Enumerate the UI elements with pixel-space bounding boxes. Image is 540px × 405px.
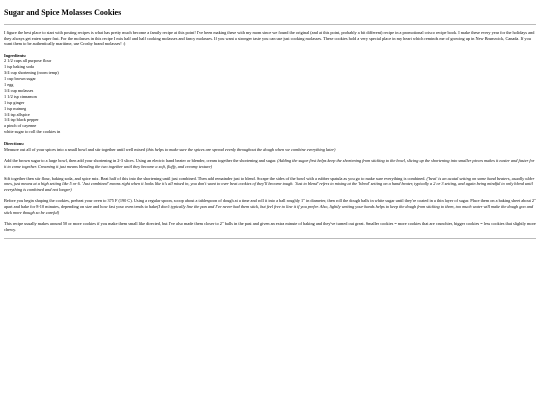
step-note: (Adding the sugar first helps keep the shortening from sticking to the bowl, slicing up the shortening into smaller pieces makes it easier and faster for it to come together. Creaming it just means blending the two together until they become a soft, fluffy, and creamy texture)	[4, 158, 535, 169]
step-text: Add the brown sugar to a large bowl, then add your shortening in 2-3 slices. Using an electric hand beater or blender, cream together the shortening and sugar.	[4, 158, 278, 164]
step-text: Sift together then stir flour, baking soda, and spice mix. Beat half of this into the shortening until just combined. Then add remainder just to blend. Scrape the sides of the bowl with a rubber spatula as you go to make sure everything is combined.	[4, 175, 427, 181]
intro-paragraph: I figure the best place to start with posting recipes is what has pretty much become a family recipe at this point! I've been making these with my mom since we found the original (and at this point, probably a bit different) recipe in a promotional crisco recipe book. I make these every year for the holidays and they always get eaten super fast. For the molasses in this recipe I mix half and half cooking molasses and fancy molasses. If you want a stronger taste you can use just cooking molasses. These cookies hold a very special place in my heart which reminds me of growing up in New Brunswick, Canada. If you want them to be authentically maritime, use Crosby brand molasses! :)	[4, 30, 535, 47]
ingredients-heading: Ingredients:	[4, 52, 27, 58]
ingredient-item: a pinch of cayenne	[4, 123, 37, 129]
ingredient-item: 1/4 cup molasses	[4, 87, 34, 93]
recipe-title: Sugar and Spice Molasses Cookies	[4, 8, 122, 17]
direction-step-4	[4, 198, 536, 215]
ingredients-list	[4, 58, 536, 135]
step-text: Measure out all of your spices into a small bowl and stir together until well mixed	[4, 146, 147, 152]
step-note: (this helps to make sure the spices are spread evenly throughout the dough when we combine everything later)	[146, 146, 336, 152]
ingredient-item: 1/4 tsp allspice	[4, 111, 30, 117]
ingredient-item: 2 1/2 cups all purpose flour	[4, 58, 52, 64]
direction-step-3	[4, 176, 536, 193]
ingredient-item: 1 tsp ginger	[4, 99, 25, 105]
step-note: (I don't typically line the pan and I've never had them stick, but feel free to line it if you prefer. Also, lightly wetting your hands helps to keep the dough from sticking to them, too much water will make the dough goo and stick more though so be careful)	[4, 203, 534, 215]
ingredient-item: 1 egg	[4, 82, 14, 87]
end-divider	[4, 238, 536, 239]
title-divider	[4, 24, 536, 25]
ingredient-item: white sugar to roll the cookies in	[4, 129, 61, 135]
step-note: ('beat' is an acutal setting on some hand beaters, usually older ones, just means at a high setting like 5 or 6. 'Just combined' means right when it looks like it's all mixed in, you don't want to over beat cookies of they'll become tough. 'Just to blend' refers to mixing at the 'blend' setting on a hand beater, typically a 2 or 3 setting, and again being mindful to only blend until everything is combined and not longer)	[4, 175, 535, 192]
direction-step-2	[4, 158, 536, 169]
direction-step-1	[4, 147, 536, 153]
ingredient-item: 1 tsp baking soda	[4, 64, 34, 70]
step-text: This recipe usually makes around 50 or more cookies if you make them small like directed, but I've also made them closer to 2" balls in the past and given an extra minute of baking and they've turned out great. Smaller cookies = more cookies that are crunchier, bigger cookies = less cookies that slightly more chewy.	[4, 221, 536, 232]
step-text: Before you begin shaping the cookies, preheat your oven to 375 F (190 C). Using a regular spoon, scoop about a tablespoon of dough at a time and roll it into a ball roughly 1" in diameter, then roll the dough balls in white sugar until they're coated in a thin layer of sugar. Place them on a baking sheet about 2" apart and bake for 8-10 minutes, depending on size and how fast your oven tends to bake	[4, 198, 536, 209]
ingredient-item: 3/4 cup shortening (room temp)	[4, 70, 59, 76]
ingredient-item: 1/4 tsp black pepper	[4, 117, 39, 123]
directions-heading: Directions:	[4, 141, 25, 147]
ingredient-item: 1 cup brown sugar	[4, 76, 36, 82]
direction-step-5	[4, 221, 536, 232]
ingredient-item: 1 tsp nutmeg	[4, 105, 27, 111]
ingredient-item: 1 1/2 tsp cinnamon	[4, 93, 37, 99]
